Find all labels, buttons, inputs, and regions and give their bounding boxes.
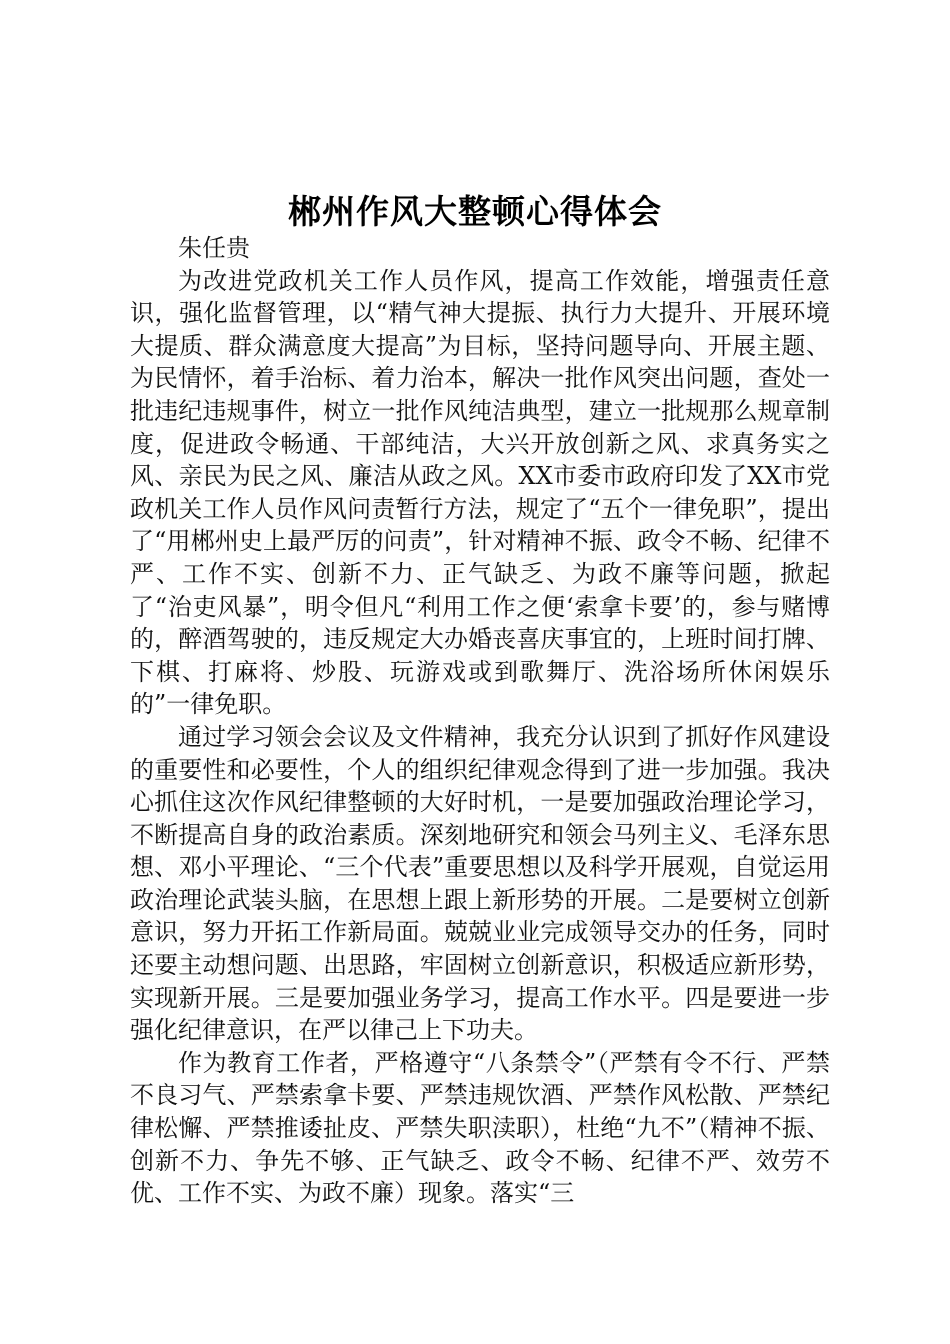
paragraph-3: 作为教育工作者，严格遵守“八条禁令”（严禁有令不行、严禁不良习气、严禁索拿卡要、严禁违规饮酒、严禁作风松散、严禁纪律松懈、严禁推诿扯皮、严禁失职渎职），杜绝“九不”（精神不振、创新不力、争先不够、正气缺乏、政令不畅、纪律不严、效劳不优、工作不实、为政不廉）现象。落实“三: [130, 1048, 830, 1208]
paragraph-1: 为改进党政机关工作人员作风，提高工作效能，增强责任意识，强化监督管理，以“精气神大提振、执行力大提升、开展环境大提质、群众满意度大提高”为目标，坚持问题导向、开展主题、为民情怀，着手治标、着力治本，解决一批作风突出问题，查处一批违纪违规事件，树立一批作风纯洁典型，建立一批规那么规章制度，促进政令畅通、干部纯洁，大兴开放创新之风、求真务实之风、亲民为民之风、廉洁从政之风。XX市委市政府印发了XX市党政机关工作人员作风问责暂行方法，规定了“五个一律免职”，提出了“用郴州史上最严厉的问责”，针对精神不振、政令不畅、纪律不严、工作不实、创新不力、正气缺乏、为政不廉等问题，掀起了“治吏风暴”，明令但凡“利用工作之便‘索拿卡要’的，参与赌博的，醉酒驾驶的，违反规定大办婚丧喜庆事宜的，上班时间打牌、下棋、打麻将、炒股、玩游戏或到歌舞厅、洗浴场所休闲娱乐的”一律免职。: [130, 266, 830, 719]
document-title: 郴州作风大整顿心得体会: [288, 192, 662, 231]
author-name: 朱任贵: [178, 234, 250, 262]
paragraph-2: 通过学习领会会议及文件精神，我充分认识到了抓好作风建设的重要性和必要性，个人的组织纪律观念得到了进一步加强。我决心抓住这次作风纪律整顿的大好时机，一是要加强政治理论学习，不断提高自身的政治素质。深刻地研究和领会马列主义、毛泽东思想、邓小平理论、“三个代表”重要思想以及科学开展观，自觉运用政治理论武装头脑，在思想上跟上新形势的开展。二是要树立创新意识，努力开拓工作新局面。兢兢业业完成领导交办的任务，同时还要主动想问题、出思路，牢固树立创新意识，积极适应新形势，实现新开展。三是要加强业务学习，提高工作水平。四是要进一步强化纪律意识，在严以律己上下功夫。: [130, 722, 830, 1045]
document-body: [130, 232, 830, 1210]
